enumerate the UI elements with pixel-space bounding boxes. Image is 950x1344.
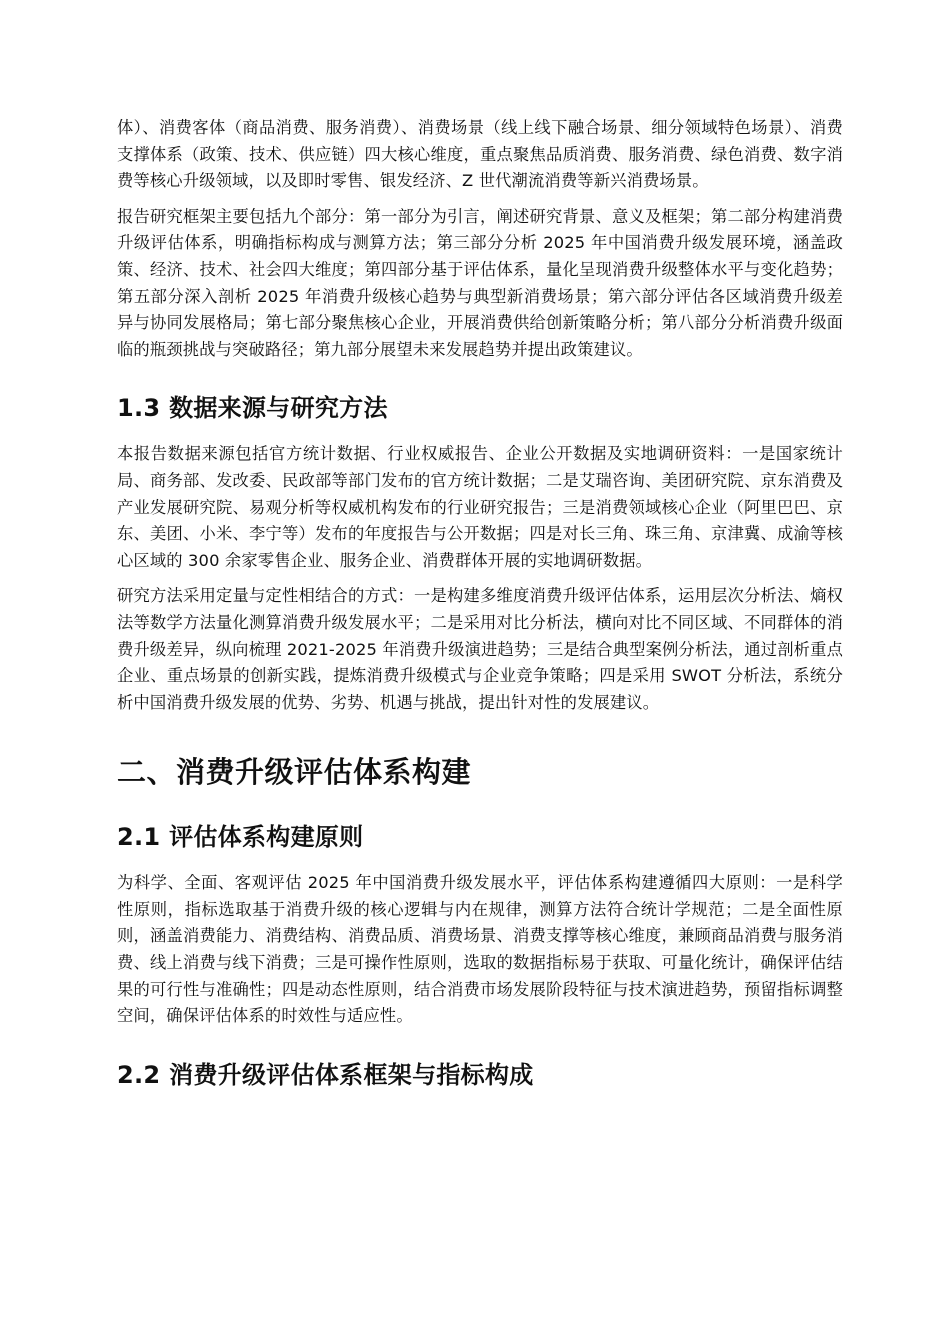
paragraph-scope-continued: 体）、消费客体（商品消费、服务消费）、消费场景（线上线下融合场景、细分领域特色场景）、消费支撑体系（政策、技术、供应链）四大核心维度，重点聚焦品质消费、服务消费、绿色消费、数字消费等核心升级领域，以及即时零售、银发经济、Z 世代潮流消费等新兴消费场景。 [117, 118, 843, 191]
section-heading-1-3: 1.3 数据来源与研究方法 [117, 394, 388, 423]
document-page [117, 115, 843, 1092]
paragraph-principles: 为科学、全面、客观评估 2025 年中国消费升级发展水平，评估体系构建遵循四大原则：一是科学性原则，指标选取基于消费升级的核心逻辑与内在规律，测算方法符合统计学规范；二是全面性原则，涵盖消费能力、消费结构、消费品质、消费场景、消费支撑等核心维度，兼顾商品消费与服务消费、线上消费与线下消费；三是可操作性原则，选取的数据指标易于获取、可量化统计，确保评估结果的可行性与准确性；四是动态性原则，结合消费市场发展阶段特征与技术演进趋势，预留指标调整空间，确保评估体系的时效性与适应性。 [117, 873, 843, 1026]
paragraph-data-sources: 本报告数据来源包括官方统计数据、行业权威报告、企业公开数据及实地调研资料：一是国家统计局、商务部、发改委、民政部等部门发布的官方统计数据；二是艾瑞咨询、美团研究院、京东消费及产业发展研究院、易观分析等权威机构发布的行业研究报告；三是消费领域核心企业（阿里巴巴、京东、美团、小米、李宁等）发布的年度报告与公开数据；四是对长三角、珠三角、京津冀、成渝等核心区域的 300 余家零售企业、服务企业、消费群体开展的实地调研数据。 [117, 444, 843, 570]
chapter-heading-2: 二、消费升级评估体系构建 [117, 755, 472, 790]
section-heading-2-2: 2.2 消费升级评估体系框架与指标构成 [117, 1060, 534, 1089]
paragraph-research-framework: 报告研究框架主要包括九个部分：第一部分为引言，阐述研究背景、意义及框架；第二部分构建消费升级评估体系，明确指标构成与测算方法；第三部分分析 2025 年中国消费升级发展环境，涵盖政策、经济、技术、社会四大维度；第四部分基于评估体系，量化呈现消费升级整体水平与变化趋势；第五部分深入剖析 2025 年消费升级核心趋势与典型新消费场景；第六部分评估各区域消费升级差异与协同发展格局；第七部分聚焦核心企业，开展消费供给创新策略分析；第八部分分析消费升级面临的瓶颈挑战与突破路径；第九部分展望未来发展趋势并提出政策建议。 [117, 206, 843, 359]
paragraph-research-methods: 研究方法采用定量与定性相结合的方式：一是构建多维度消费升级评估体系，运用层次分析法、熵权法等数学方法量化测算消费升级发展水平；二是采用对比分析法，横向对比不同区域、不同群体的消费升级差异，纵向梳理 2021-2025 年消费升级演进趋势；三是结合典型案例分析法，通过剖析重点企业、重点场景的创新实践，提炼消费升级模式与企业竞争策略；四是采用 SWOT 分析法，系统分析中国消费升级发展的优势、劣势、机遇与挑战，提出针对性的发展建议。 [117, 586, 843, 712]
section-heading-2-1: 2.1 评估体系构建原则 [117, 823, 364, 852]
